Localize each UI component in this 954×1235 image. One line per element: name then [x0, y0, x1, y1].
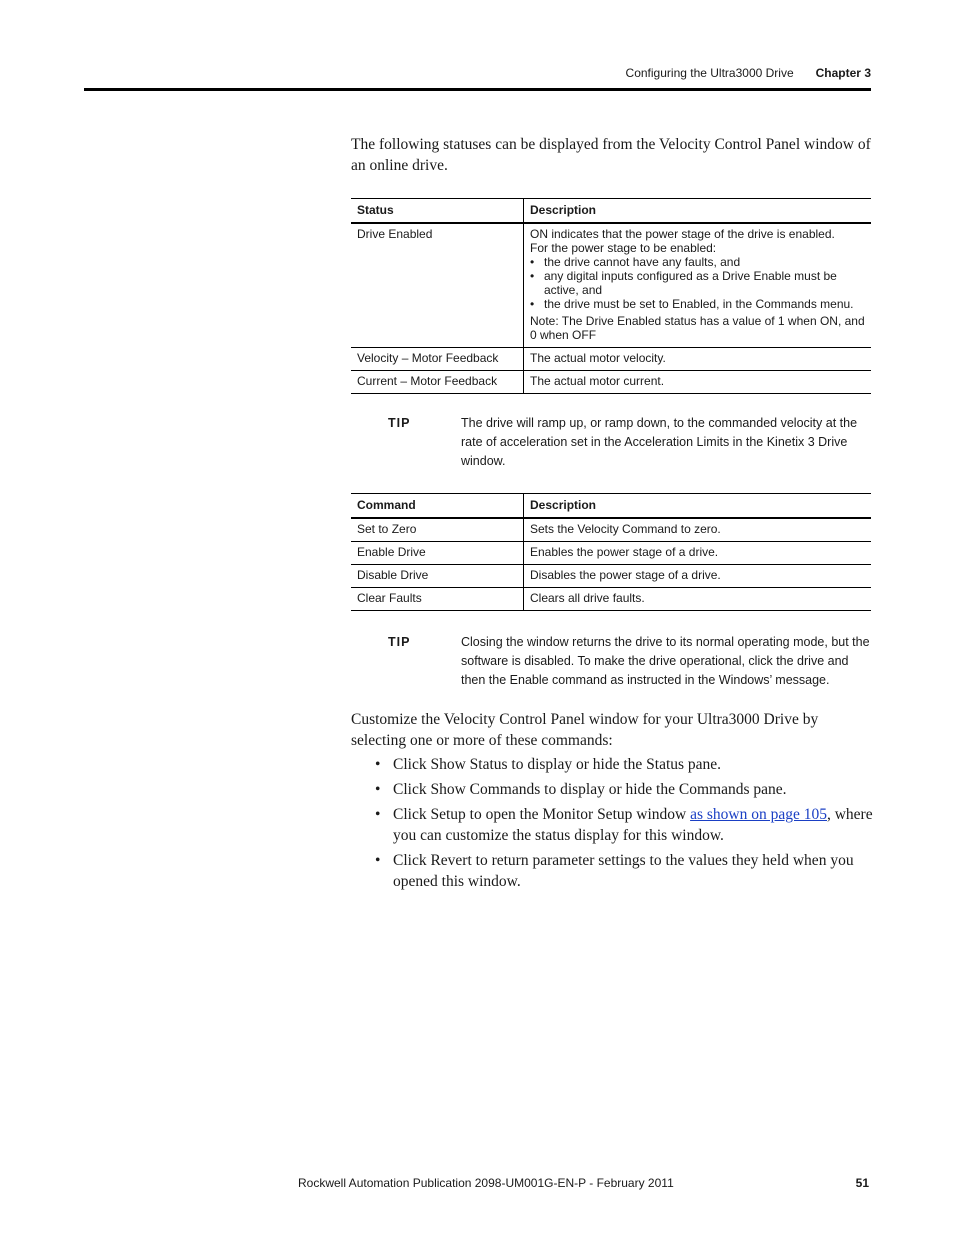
list-item [351, 754, 876, 775]
list-item: • the drive must be set to Enabled, in the Commands menu. [530, 297, 865, 311]
list-item-text: , where you can customize the status display for this window. [393, 806, 873, 844]
header-chapter: Chapter 3 [815, 66, 871, 80]
list-item [351, 850, 876, 892]
tip-text: Closing the window returns the drive to its normal operating mode, but the software is disabled. To make the drive operational, click the drive and then the Enable command as instructed in the Windows’ message. [461, 635, 870, 687]
description-line: ON indicates that the power stage of the drive is enabled. [530, 227, 835, 241]
table-row [351, 348, 871, 371]
customize-intro: Customize the Velocity Control Panel window for your Ultra3000 Drive by selecting one or more of these commands: [351, 711, 819, 749]
description-column-header: Description [524, 199, 872, 224]
bullet-icon: • [375, 806, 381, 823]
description-line: For the power stage to be enabled: [530, 241, 717, 255]
list-item: • the drive cannot have any faults, and [530, 255, 865, 269]
page-number: 51 [855, 1176, 869, 1190]
command-description: Enables the power stage of a drive. [524, 542, 872, 565]
list-item-text: Click Show Status to display or hide the Status pane. [393, 756, 722, 773]
command-description: Sets the Velocity Command to zero. [524, 518, 872, 542]
list-item: • any digital inputs configured as a Drive Enable must be active, and [530, 269, 865, 297]
list-item-text: Click Setup to open the Monitor Setup window [393, 806, 691, 823]
command-name: Set to Zero [351, 518, 524, 542]
table-row [351, 371, 871, 394]
status-name: Drive Enabled [351, 223, 524, 348]
table-row [351, 518, 871, 542]
status-description: The actual motor velocity. [524, 348, 872, 371]
tip-text: The drive will ramp up, or ramp down, to the commanded velocity at the rate of acceleration set in the Acceleration Limits in the Kinetix 3 Drive window. [461, 416, 858, 468]
status-description [524, 223, 872, 348]
command-description: Disables the power stage of a drive. [524, 565, 872, 588]
status-column-header: Status [351, 199, 524, 224]
status-description: The actual motor current. [524, 371, 872, 394]
tip-label: TIP [388, 635, 411, 649]
intro-paragraph: The following statuses can be displayed from the Velocity Control Panel window of an online drive. [351, 136, 871, 174]
tip-label: TIP [388, 416, 411, 430]
command-table-header-row [351, 494, 871, 519]
command-name: Enable Drive [351, 542, 524, 565]
bullet-icon: • [375, 852, 381, 869]
status-note: Note: The Drive Enabled status has a value of 1 when ON, and 0 when OFF [530, 314, 865, 342]
running-header [626, 66, 871, 80]
bullet-icon: • [375, 781, 381, 798]
status-name: Velocity – Motor Feedback [351, 348, 524, 371]
status-name: Current – Motor Feedback [351, 371, 524, 394]
command-name: Disable Drive [351, 565, 524, 588]
page-105-link[interactable]: as shown on page 105 [690, 806, 827, 823]
customize-section [351, 709, 876, 896]
command-table [351, 493, 871, 611]
table-row [351, 588, 871, 611]
tip-box [388, 414, 871, 471]
command-column-header: Command [351, 494, 524, 519]
command-description: Clears all drive faults. [524, 588, 872, 611]
list-item-text: Click Show Commands to display or hide the Commands pane. [393, 781, 787, 798]
status-table-header-row [351, 199, 871, 224]
status-table [351, 198, 871, 394]
list-item-text: Click Revert to return parameter settings to the values they held when you opened this window. [393, 852, 854, 890]
header-section-title: Configuring the Ultra3000 Drive [625, 66, 794, 80]
bullet-icon: • [375, 756, 381, 773]
requirement-list [530, 255, 865, 311]
header-rule [84, 88, 871, 91]
list-item [351, 804, 876, 846]
list-item [351, 779, 876, 800]
publication-info: Rockwell Automation Publication 2098-UM001G-EN-P - February 2011 [298, 1176, 674, 1190]
description-column-header: Description [524, 494, 872, 519]
tip-box [388, 633, 871, 690]
command-bullet-list [351, 754, 876, 892]
table-row [351, 542, 871, 565]
table-row [351, 565, 871, 588]
table-row [351, 223, 871, 348]
command-name: Clear Faults [351, 588, 524, 611]
